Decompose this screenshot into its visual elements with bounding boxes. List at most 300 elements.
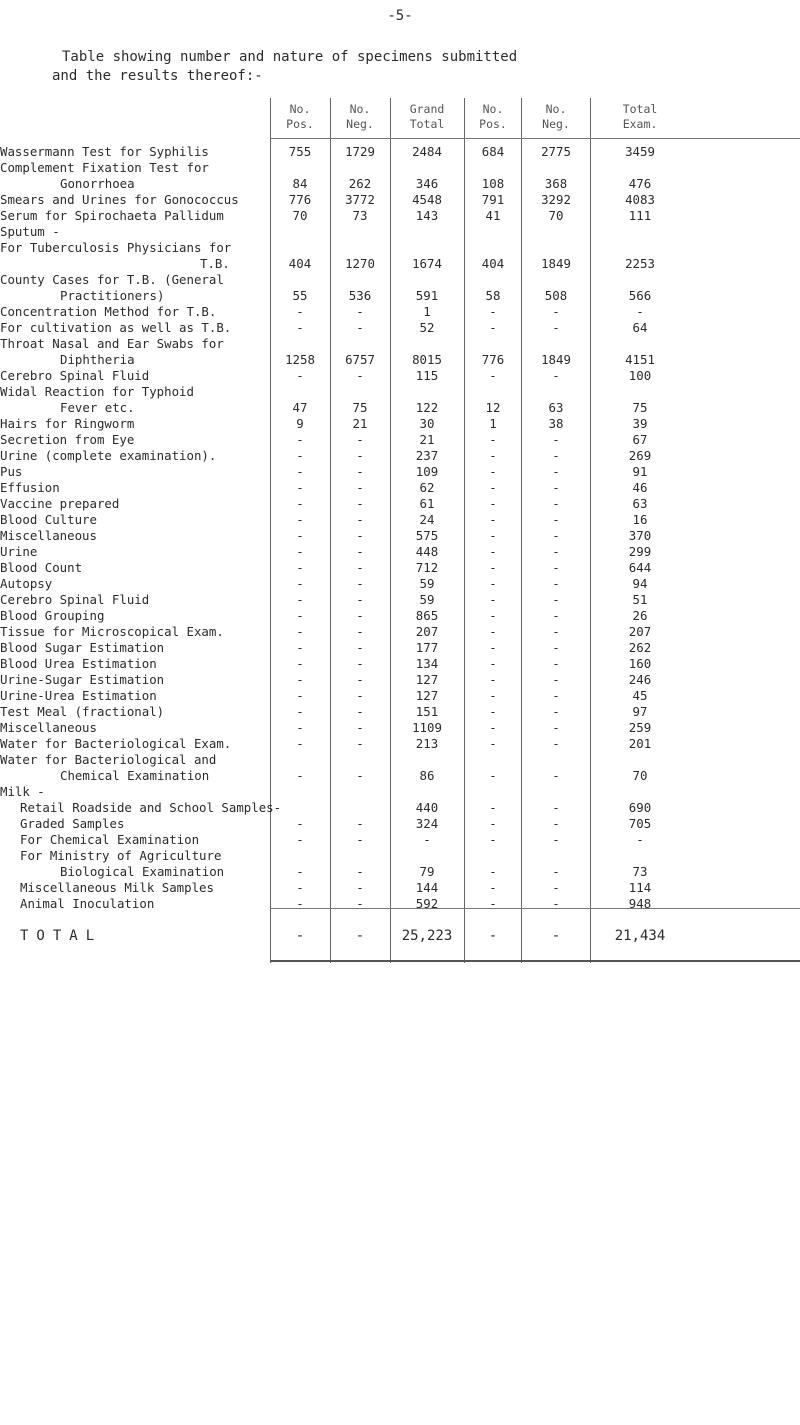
cell-value: - — [636, 832, 644, 847]
cell-value: 201 — [628, 736, 652, 751]
cell-value: 776 — [288, 192, 312, 207]
cell-value: 690 — [628, 800, 652, 815]
row-label: Miscellaneous — [0, 528, 97, 543]
cell-value: - — [489, 320, 497, 335]
cell-value: - — [296, 672, 304, 687]
cell-value: 151 — [415, 704, 439, 719]
cell-value: 684 — [481, 144, 505, 159]
table-row — [0, 784, 800, 800]
cell-value: - — [552, 672, 560, 687]
cell-value: - — [296, 720, 304, 735]
cell-value: 776 — [481, 352, 505, 367]
cell-value: - — [356, 880, 364, 895]
cell-value: 73 — [632, 864, 648, 879]
column-header-line-1: No. — [289, 102, 311, 116]
cell-value: - — [356, 480, 364, 495]
column-header — [391, 102, 463, 132]
column-header-line-1: Grand — [409, 102, 445, 116]
column-header — [600, 102, 680, 132]
cell-value: 127 — [415, 688, 439, 703]
cell-value: 2253 — [625, 256, 655, 271]
cell-value: - — [489, 656, 497, 671]
cell-value: - — [552, 896, 560, 911]
row-label: Sputum - — [0, 224, 60, 239]
cell-value: - — [552, 448, 560, 463]
cell-value: - — [552, 560, 560, 575]
cell-value: - — [296, 624, 304, 639]
cell-value: 246 — [628, 672, 652, 687]
cell-value: - — [489, 864, 497, 879]
cell-value: 59 — [419, 592, 435, 607]
row-label: Autopsy — [0, 576, 53, 591]
table-row — [0, 496, 800, 512]
cell-value: - — [356, 816, 364, 831]
cell-value: - — [296, 832, 304, 847]
cell-value: 59 — [419, 576, 435, 591]
cell-value: 39 — [632, 416, 648, 431]
cell-value: 3459 — [625, 144, 655, 159]
cell-value: - — [552, 832, 560, 847]
table-row — [0, 800, 800, 816]
row-label: Blood Count — [0, 560, 83, 575]
cell-value: 70 — [292, 208, 308, 223]
cell-value: - — [489, 448, 497, 463]
row-label: Effusion — [0, 480, 60, 495]
cell-value: - — [296, 864, 304, 879]
table-row — [0, 752, 800, 768]
cell-value: 1 — [489, 416, 497, 431]
table-row — [0, 288, 800, 304]
table-row — [0, 832, 800, 848]
cell-value: - — [489, 720, 497, 735]
row-label: Water for Bacteriological Exam. — [0, 736, 232, 751]
cell-value: 508 — [544, 288, 568, 303]
cell-value: - — [296, 656, 304, 671]
row-label: Test Meal (fractional) — [0, 704, 165, 719]
cell-value: 448 — [415, 544, 439, 559]
cell-value: 1109 — [412, 720, 442, 735]
cell-value: - — [489, 544, 497, 559]
total-row — [0, 928, 800, 944]
row-label: Secretion from Eye — [0, 432, 135, 447]
cell-value: - — [489, 640, 497, 655]
cell-value: - — [489, 528, 497, 543]
cell-value: 440 — [415, 800, 439, 815]
row-label: Widal Reaction for Typhoid — [0, 384, 194, 399]
cell-value: 592 — [415, 896, 439, 911]
cell-value: - — [552, 864, 560, 879]
cell-value: - — [356, 672, 364, 687]
cell-value: 1674 — [412, 256, 442, 271]
row-label: Blood Sugar Estimation — [0, 640, 165, 655]
table-row — [0, 224, 800, 240]
table-row — [0, 816, 800, 832]
cell-value: 1258 — [285, 352, 315, 367]
table-row — [0, 704, 800, 720]
table-row — [0, 464, 800, 480]
column-header — [465, 102, 521, 132]
table-row — [0, 352, 800, 368]
cell-value: - — [552, 640, 560, 655]
column-header-line-1: No. — [349, 102, 371, 116]
cell-value: 63 — [548, 400, 564, 415]
row-label: Miscellaneous — [0, 720, 97, 735]
cell-value: 21 — [352, 416, 368, 431]
cell-value: 73 — [352, 208, 368, 223]
cell-value: - — [356, 896, 364, 911]
cell-value: 134 — [415, 656, 439, 671]
total-value: 25,223 — [401, 928, 453, 944]
cell-value: - — [296, 560, 304, 575]
cell-value: 404 — [288, 256, 312, 271]
cell-value: - — [552, 576, 560, 591]
cell-value: - — [296, 704, 304, 719]
cell-value: 370 — [628, 528, 652, 543]
column-header — [271, 102, 329, 132]
row-label: Chemical Examination — [60, 768, 210, 783]
table-row — [0, 304, 800, 320]
cell-value: 111 — [628, 208, 652, 223]
row-label: Serum for Spirochaeta Pallidum — [0, 208, 224, 223]
cell-value: - — [489, 496, 497, 511]
cell-value: 9 — [296, 416, 304, 431]
table-row — [0, 544, 800, 560]
cell-value: - — [552, 480, 560, 495]
cell-value: - — [356, 368, 364, 383]
cell-value: 52 — [419, 320, 435, 335]
cell-value: 61 — [419, 496, 435, 511]
cell-value: 108 — [481, 176, 505, 191]
table-row — [0, 672, 800, 688]
row-label: Retail Roadside and School Samples- — [20, 800, 282, 815]
cell-value: - — [296, 896, 304, 911]
row-label: Pus — [0, 464, 23, 479]
table-title — [52, 48, 517, 86]
cell-value: - — [296, 688, 304, 703]
cell-value: - — [296, 320, 304, 335]
cell-value: 644 — [628, 560, 652, 575]
cell-value: - — [356, 544, 364, 559]
cell-value: 84 — [292, 176, 308, 191]
row-label: Tissue for Microscopical Exam. — [0, 624, 224, 639]
cell-value: - — [356, 304, 364, 319]
cell-value: - — [356, 592, 364, 607]
cell-value: 127 — [415, 672, 439, 687]
column-header-line-1: No. — [482, 102, 504, 116]
column-header-line-2: Exam. — [622, 117, 658, 131]
cell-value: 100 — [628, 368, 652, 383]
column-header-line-2: Neg. — [542, 117, 570, 131]
cell-value: - — [356, 432, 364, 447]
cell-value: - — [356, 560, 364, 575]
cell-value: - — [552, 608, 560, 623]
cell-value: - — [489, 800, 497, 815]
row-label: Blood Culture — [0, 512, 97, 527]
table-row — [0, 368, 800, 384]
cell-value: 705 — [628, 816, 652, 831]
cell-value: - — [489, 592, 497, 607]
cell-value: - — [552, 624, 560, 639]
cell-value: 1 — [423, 304, 431, 319]
cell-value: - — [356, 320, 364, 335]
row-label: Diphtheria — [60, 352, 135, 367]
cell-value: 91 — [632, 464, 648, 479]
cell-value: - — [296, 512, 304, 527]
table-row — [0, 320, 800, 336]
cell-value: - — [552, 496, 560, 511]
cell-value: - — [552, 512, 560, 527]
cell-value: 213 — [415, 736, 439, 751]
cell-value: 86 — [419, 768, 435, 783]
table-row — [0, 768, 800, 784]
cell-value: 38 — [548, 416, 564, 431]
row-label: Gonorrhoea — [60, 176, 135, 191]
column-header-line-2: Pos. — [286, 117, 314, 131]
cell-value: - — [489, 896, 497, 911]
row-label: Blood Urea Estimation — [0, 656, 157, 671]
row-label: Cerebro Spinal Fluid — [0, 592, 150, 607]
cell-value: 144 — [415, 880, 439, 895]
cell-value: - — [356, 736, 364, 751]
cell-value: 1849 — [541, 352, 571, 367]
total-value: 21,434 — [614, 928, 666, 944]
header-rule — [270, 138, 800, 139]
cell-value: 75 — [352, 400, 368, 415]
table-row — [0, 192, 800, 208]
cell-value: - — [489, 880, 497, 895]
row-label: Vaccine prepared — [0, 496, 120, 511]
cell-value: - — [552, 432, 560, 447]
cell-value: - — [489, 832, 497, 847]
table-row — [0, 272, 800, 288]
table-row — [0, 560, 800, 576]
cell-value: 712 — [415, 560, 439, 575]
cell-value: - — [489, 432, 497, 447]
row-label: Urine (complete examination). — [0, 448, 217, 463]
cell-value: - — [489, 704, 497, 719]
cell-value: 2775 — [541, 144, 571, 159]
cell-value: - — [356, 640, 364, 655]
cell-value: 536 — [348, 288, 372, 303]
table-row — [0, 160, 800, 176]
cell-value: 299 — [628, 544, 652, 559]
cell-value: 404 — [481, 256, 505, 271]
cell-value: 177 — [415, 640, 439, 655]
cell-value: 346 — [415, 176, 439, 191]
cell-value: 24 — [419, 512, 435, 527]
cell-value: - — [296, 544, 304, 559]
cell-value: 755 — [288, 144, 312, 159]
cell-value: 368 — [544, 176, 568, 191]
total-rule-bottom — [270, 960, 800, 962]
cell-value: 4548 — [412, 192, 442, 207]
total-value: - — [551, 928, 561, 944]
cell-value: - — [296, 480, 304, 495]
row-label: Urine-Urea Estimation — [0, 688, 157, 703]
cell-value: 566 — [628, 288, 652, 303]
cell-value: 109 — [415, 464, 439, 479]
cell-value: - — [552, 656, 560, 671]
column-header-line-2: Pos. — [479, 117, 507, 131]
row-label: Concentration Method for T.B. — [0, 304, 217, 319]
cell-value: - — [636, 304, 644, 319]
cell-value: 67 — [632, 432, 648, 447]
total-value: - — [295, 928, 305, 944]
row-label: Fever etc. — [60, 400, 135, 415]
cell-value: 324 — [415, 816, 439, 831]
cell-value: - — [356, 704, 364, 719]
table-row — [0, 576, 800, 592]
cell-value: - — [552, 304, 560, 319]
cell-value: - — [489, 576, 497, 591]
row-label: Throat Nasal and Ear Swabs for — [0, 336, 224, 351]
cell-value: - — [552, 880, 560, 895]
cell-value: 47 — [292, 400, 308, 415]
cell-value: 94 — [632, 576, 648, 591]
cell-value: - — [489, 368, 497, 383]
column-header-line-2: Total — [409, 117, 445, 131]
cell-value: - — [356, 528, 364, 543]
cell-value: - — [296, 736, 304, 751]
row-label: For Chemical Examination — [20, 832, 200, 847]
row-label: Practitioners) — [60, 288, 165, 303]
column-header-line-1: No. — [545, 102, 567, 116]
table-row — [0, 736, 800, 752]
title-line-2: and the results thereof:- — [52, 68, 263, 84]
cell-value: 46 — [632, 480, 648, 495]
cell-value: - — [296, 608, 304, 623]
cell-value: - — [552, 768, 560, 783]
cell-value: 160 — [628, 656, 652, 671]
row-label: For Tuberculosis Physicians for — [0, 240, 232, 255]
cell-value: 63 — [632, 496, 648, 511]
cell-value: 21 — [419, 432, 435, 447]
cell-value: - — [552, 720, 560, 735]
total-value: - — [488, 928, 498, 944]
column-header-line-2: Neg. — [346, 117, 374, 131]
cell-value: 865 — [415, 608, 439, 623]
table-row — [0, 720, 800, 736]
table-row — [0, 640, 800, 656]
row-label: Milk - — [0, 784, 45, 799]
cell-value: - — [489, 688, 497, 703]
table-row — [0, 384, 800, 400]
table-row — [0, 528, 800, 544]
cell-value: 3292 — [541, 192, 571, 207]
cell-value: 41 — [485, 208, 501, 223]
cell-value: - — [552, 544, 560, 559]
cell-value: - — [356, 688, 364, 703]
cell-value: - — [489, 672, 497, 687]
row-label: County Cases for T.B. (General — [0, 272, 224, 287]
table-row — [0, 256, 800, 272]
row-label: Biological Examination — [60, 864, 225, 879]
cell-value: - — [489, 480, 497, 495]
cell-value: 4151 — [625, 352, 655, 367]
cell-value: - — [356, 512, 364, 527]
cell-value: - — [552, 528, 560, 543]
cell-value: 114 — [628, 880, 652, 895]
table-row — [0, 144, 800, 160]
cell-value: - — [489, 624, 497, 639]
cell-value: - — [489, 512, 497, 527]
row-label: For cultivation as well as T.B. — [0, 320, 232, 335]
cell-value: - — [552, 800, 560, 815]
cell-value: - — [356, 832, 364, 847]
cell-value: 1729 — [345, 144, 375, 159]
cell-value: - — [489, 816, 497, 831]
total-label: TOTAL — [20, 928, 103, 944]
cell-value: 8015 — [412, 352, 442, 367]
table-row — [0, 608, 800, 624]
cell-value: - — [489, 736, 497, 751]
row-label: Hairs for Ringworm — [0, 416, 135, 431]
cell-value: - — [296, 880, 304, 895]
cell-value: 237 — [415, 448, 439, 463]
cell-value: 207 — [628, 624, 652, 639]
cell-value: - — [356, 864, 364, 879]
table-row — [0, 432, 800, 448]
column-header — [331, 102, 389, 132]
cell-value: - — [552, 688, 560, 703]
cell-value: - — [489, 304, 497, 319]
cell-value: - — [296, 368, 304, 383]
table-row — [0, 624, 800, 640]
total-value: - — [355, 928, 365, 944]
cell-value: 55 — [292, 288, 308, 303]
row-label: Miscellaneous Milk Samples — [20, 880, 214, 895]
table-row — [0, 896, 800, 912]
cell-value: 575 — [415, 528, 439, 543]
cell-value: - — [552, 320, 560, 335]
cell-value: 259 — [628, 720, 652, 735]
column-header-line-1: Total — [622, 102, 658, 116]
cell-value: - — [296, 304, 304, 319]
cell-value: - — [423, 832, 431, 847]
cell-value: - — [356, 768, 364, 783]
table-row — [0, 688, 800, 704]
cell-value: 70 — [632, 768, 648, 783]
cell-value: - — [552, 592, 560, 607]
cell-value: - — [296, 496, 304, 511]
cell-value: - — [552, 736, 560, 751]
cell-value: 75 — [632, 400, 648, 415]
row-label: T.B. — [200, 256, 230, 271]
cell-value: 51 — [632, 592, 648, 607]
cell-value: 2484 — [412, 144, 442, 159]
table-row — [0, 480, 800, 496]
cell-value: 122 — [415, 400, 439, 415]
table-row — [0, 512, 800, 528]
cell-value: - — [356, 608, 364, 623]
cell-value: - — [552, 464, 560, 479]
cell-value: - — [356, 496, 364, 511]
row-label: Complement Fixation Test for — [0, 160, 209, 175]
table-row — [0, 400, 800, 416]
row-label: Animal Inoculation — [20, 896, 155, 911]
table-row — [0, 240, 800, 256]
cell-value: 45 — [632, 688, 648, 703]
page-number: -5- — [387, 8, 413, 24]
cell-value: 262 — [348, 176, 372, 191]
cell-value: 97 — [632, 704, 648, 719]
row-label: Blood Grouping — [0, 608, 105, 623]
cell-value: - — [296, 640, 304, 655]
table-row — [0, 656, 800, 672]
cell-value: 476 — [628, 176, 652, 191]
table-row — [0, 880, 800, 896]
row-label: Urine — [0, 544, 38, 559]
